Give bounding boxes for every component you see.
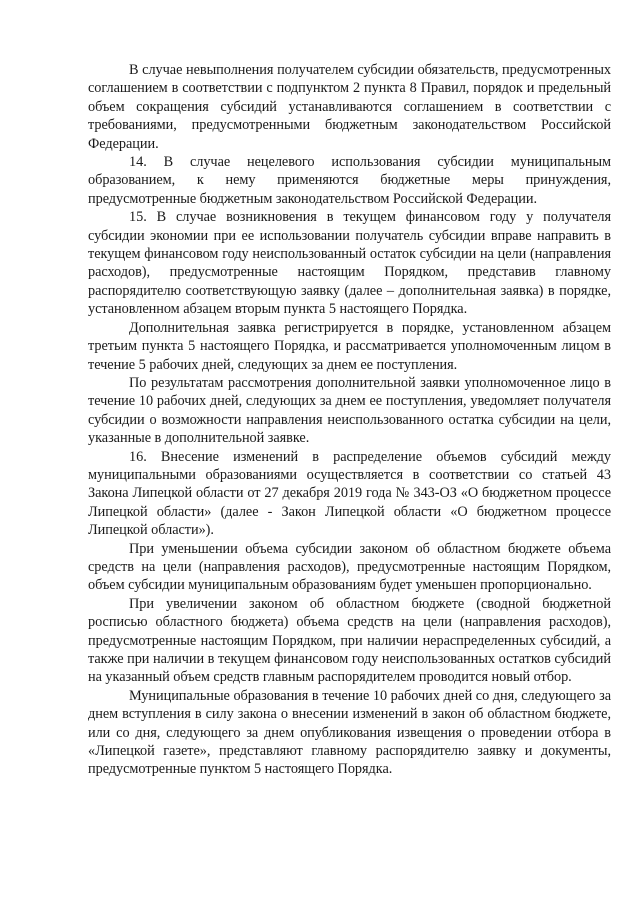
document-body <box>88 61 611 779</box>
paragraph-additional-request-registration: Дополнительная заявка регистрируется в порядке, установленном абзацем третьим пункта 5 настоящего Порядка, и рассматривается уполномоченным лицом в течение 5 рабочих дней, следующих за днем ее поступления. <box>88 319 611 373</box>
paragraph-subsidy-decrease: При уменьшении объема субсидии законом об областном бюджете объема средств на цели (направления расходов), предусмотренные настоящим Порядком, объем субсидии муниципальным образованиям будет уменьшен пропорционально. <box>88 540 611 594</box>
paragraph-municipal-submission: Муниципальные образования в течение 10 рабочих дней со дня, следующего за днем вступления в силу закона о внесении изменений в закон об областном бюджете, или со дня, следующего за днем опубликования извещения о проведении отбора в «Липецкой газете», представляют главному распорядителю заявку и документы, предусмотренные пунктом 5 настоящего Порядка. <box>88 687 611 778</box>
paragraph-item-14: 14. В случае нецелевого использования субсидии муниципальным образованием, к нему применяются бюджетные меры принуждения, предусмотренные бюджетным законодательством Российской Федерации. <box>88 154 611 207</box>
paragraph-item-15: 15. В случае возникновения в текущем финансовом году у получателя субсидии экономии при ее использовании получатель субсидии вправе направить в текущем финансовом году неиспользованный остаток субсидии на цели (направления расходов), предусмотренные настоящим Порядком, представив главному распорядителю соответствующую заявку (далее – дополнительная заявка) в порядке, установленном абзацем вторым пункта 5 настоящего Порядка. <box>88 209 611 318</box>
paragraph-additional-request-result: По результатам рассмотрения дополнительной заявки уполномоченное лицо в течение 10 рабочих дней, следующих за днем ее поступления, уведомляет получателя субсидии о возможности направления неиспользованного остатка субсидии на цели, указанные в дополнительной заявке. <box>88 374 611 447</box>
paragraph-subsidy-increase: При увеличении законом об областном бюджете (сводной бюджетной росписью областного бюджета) объема средств на цели (направления расходов), предусмотренные настоящим Порядком, при наличии нераспределенных субсидий, а также при наличии в текущем финансовом году неиспользованных остатков субсидий на указанный объем средств главным распорядителем проводится новый отбор. <box>88 595 611 686</box>
paragraph-item-16: 16. Внесение изменений в распределение объемов субсидий между муниципальными образованиями осуществляется в соответствии со статьей 43 Закона Липецкой области от 27 декабря 2019 года № 343-ОЗ «О бюджетном процессе Липецкой области» (далее - Закон Липецкой области «О бюджетном процессе Липецкой области»). <box>88 448 611 539</box>
paragraph-reduction-of-subsidies: В случае невыполнения получателем субсидии обязательств, предусмотренных соглашением в соответствии с подпунктом 2 пункта 8 Правил, порядок и предельный объем сокращения субсидий устанавливаются соглашением в соответствии с требованиями, предусмотренными бюджетным законодательством Российской Федерации. <box>88 62 611 152</box>
